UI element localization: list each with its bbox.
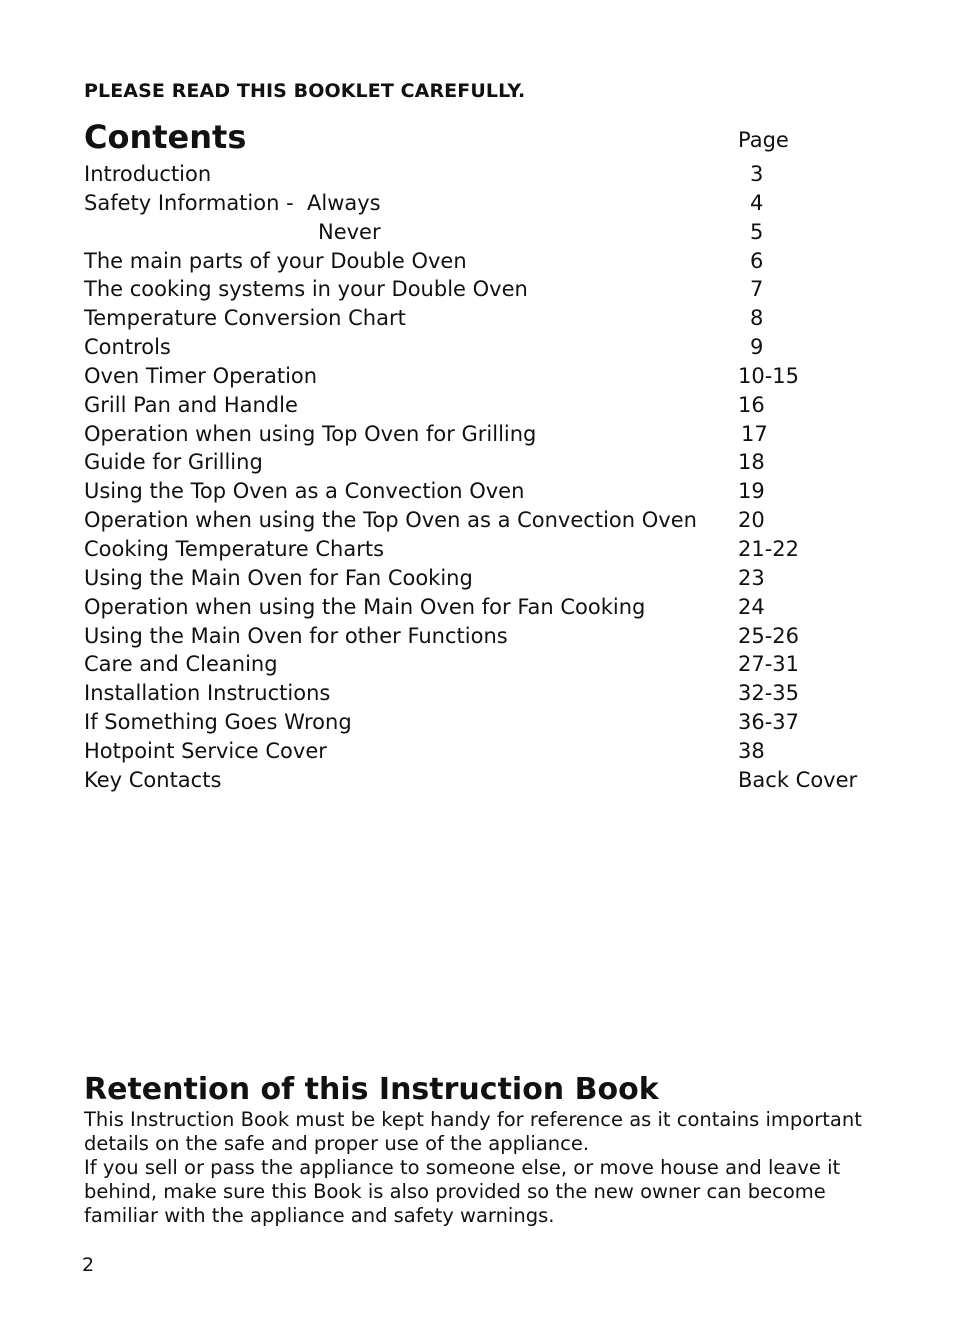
toc-entry-safety-never[interactable] [84,218,884,247]
toc-entry-title: Cooking Temperature Charts [84,536,385,561]
toc-entry-introduction[interactable] [84,160,884,189]
toc-entry-temperature-chart[interactable] [84,304,884,333]
toc-entry-main-parts[interactable] [84,247,884,276]
toc-entry-page: 7 [750,277,764,302]
toc-entry-page: 3 [750,162,764,186]
toc-entry-page: 38 [738,738,765,763]
toc-entry-page: 23 [738,565,765,590]
toc-entry-title: Using the Main Oven for other Functions [84,623,508,648]
toc-entry-title: Using the Main Oven for Fan Cooking [84,565,473,590]
toc-entry-title: Grill Pan and Handle [84,392,298,417]
toc-entry-title: Operation when using the Top Oven as a Convection Oven [84,508,697,533]
toc-entry-safety-always[interactable] [84,189,884,218]
toc-entry-top-oven-grilling[interactable] [84,420,884,449]
toc-entry-main-oven-other[interactable] [84,622,884,651]
page-column-header: Page [738,128,789,152]
toc-entry-main-oven-fan-operation[interactable] [84,593,884,622]
toc-entry-page: 9 [750,335,764,360]
toc-entry-title: Introduction [84,162,212,186]
toc-entry-title: The cooking systems in your Double Oven [84,277,528,302]
toc-entry-title: Using the Top Oven as a Convection Oven [84,479,525,504]
toc-entry-title: Care and Cleaning [84,652,278,677]
toc-entry-page: 16 [738,392,765,417]
toc-entry-guide-grilling[interactable] [84,448,884,477]
toc-entry-cooking-temperature-charts[interactable] [84,535,884,564]
toc-entry-page: 5 [750,219,764,244]
table-of-contents [84,160,884,795]
toc-entry-grill-pan[interactable] [84,391,884,420]
toc-entry-title: Guide for Grilling [84,450,263,475]
retention-heading: Retention of this Instruction Book [84,1072,659,1107]
toc-entry-page: 6 [750,248,764,273]
toc-entry-title: Controls [84,335,171,360]
toc-entry-page: 24 [738,594,765,619]
toc-entry-page: 25-26 [738,623,800,648]
toc-entry-title: Temperature Conversion Chart [84,306,406,331]
toc-entry-page: 8 [750,306,764,331]
toc-entry-title: If Something Goes Wrong [84,710,352,735]
toc-entry-page: 10-15 [738,363,800,388]
toc-entry-page: 4 [750,190,764,215]
toc-entry-title: Installation Instructions [84,681,331,706]
toc-entry-service-cover[interactable] [84,737,884,766]
toc-entry-page: Back Cover [738,767,858,792]
retention-paragraph: If you sell or pass the appliance to someone else, or move house and leave it behind, make sure this Book is also provided so the new owner can become familiar with the appliance and safety warnings. [84,1156,841,1227]
toc-entry-page: 17 [741,421,768,446]
toc-entry-something-wrong[interactable] [84,708,884,737]
toc-entry-top-oven-convection[interactable] [84,477,884,506]
toc-entry-title: Oven Timer Operation [84,363,318,388]
toc-entry-title: Hotpoint Service Cover [84,738,327,763]
toc-entry-main-oven-fan[interactable] [84,564,884,593]
contents-title: Contents [84,118,247,156]
retention-body [84,1108,884,1228]
toc-entry-title: The main parts of your Double Oven [84,248,467,273]
toc-entry-oven-timer[interactable] [84,362,884,391]
toc-entry-page: 27-31 [738,652,800,677]
toc-entry-title: Never [318,219,381,244]
toc-entry-page: 21-22 [738,536,800,561]
toc-entry-care-cleaning[interactable] [84,650,884,679]
toc-entry-page: 18 [738,450,765,475]
toc-entry-controls[interactable] [84,333,884,362]
toc-entry-page: 19 [738,479,765,504]
toc-entry-top-oven-convection-operation[interactable] [84,506,884,535]
toc-entry-title: Operation when using the Main Oven for Fan Cooking [84,594,646,619]
toc-entry-cooking-systems[interactable] [84,275,884,304]
toc-entry-key-contacts[interactable] [84,766,884,795]
retention-paragraph: This Instruction Book must be kept handy for reference as it contains important details on the safe and proper use of the appliance. [84,1108,862,1155]
toc-entry-title: Safety Information - Always [84,190,381,215]
toc-entry-page: 20 [738,508,765,533]
toc-entry-installation[interactable] [84,679,884,708]
notice-heading: PLEASE READ THIS BOOKLET CAREFULLY. [84,80,526,102]
toc-entry-page: 36-37 [738,710,800,735]
toc-entry-title: Key Contacts [84,767,222,792]
page-number: 2 [82,1254,95,1276]
toc-entry-title: Operation when using Top Oven for Grilling [84,421,537,446]
toc-entry-page: 32-35 [738,681,800,706]
